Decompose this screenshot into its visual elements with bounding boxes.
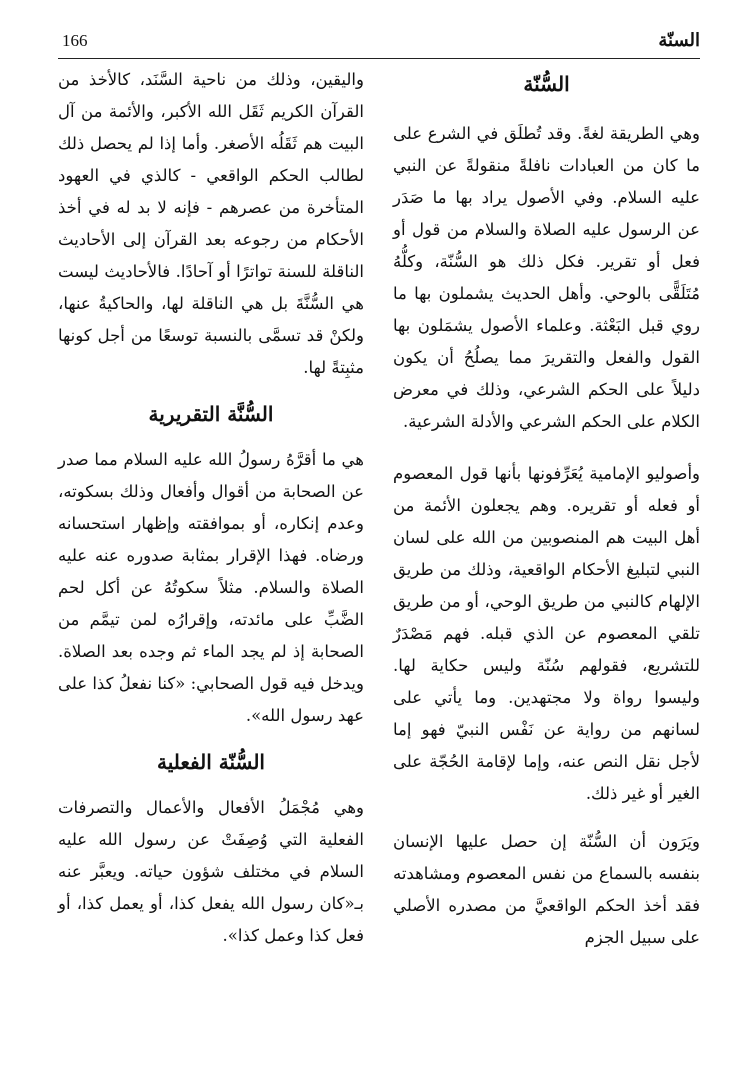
paragraph-filiya: وهي مُجْمَلُ الأفعال والأعمال والتصرفات الفعلية التي وُصِفَتْ عن رسول الله عليه السلام في مختلف شؤون حياته. ويعبَّر عنه بـ«كان رسول الله يفعل كذا، أو يعمل كذا، أو فعل كذا وعمل كذا».: [58, 798, 364, 945]
paragraph-gap: [393, 810, 700, 826]
running-title: السنّة: [658, 30, 700, 51]
section-heading-taqririya: السُّنَّة التقريرية: [148, 402, 274, 426]
paragraph-sama: ويَرَون أن السُّنّة إن حصل عليها الإنسان بنفسه بالسماع من نفس المعصوم ومشاهدته فقد أخذ الحكم الواقعيَّ من مصدره الأصلي على سبيل الجزم: [393, 832, 700, 947]
section-heading-filiya: السُّنّة الفعلية: [156, 750, 265, 774]
paragraph-imamiya: وأصوليو الإمامية يُعَرِّفونها بأنها قول المعصوم أو فعله أو تقريره. وهم يجعلون الأئمة من أهل البيت هم المنصوبين من الله على لسان النبي لتبليغ الأحكام الواقعية، وذلك من طريق الإلهام كالنبي من طريق الوحي، أو من طريق تلقي المعصوم عن الذي قبله. فهم مَصْدَرٌ للتشريع، فقولهم سُنّة وليس حكاية لها. وليسوا رواة ولا مجتهدين. وما يأتي على لسانهم من رواية عن نَفْس النبيّ فهو إما لأجل نقل النص عنه، وإما لإقامة الحُجّة على الغير أو غير ذلك.: [393, 464, 700, 803]
paragraph-taqririya: هي ما أقرَّهُ رسولُ الله عليه السلام مما صدر عن الصحابة من أقوال وأفعال وذلك بسكوته، وعدم إنكاره، أو بموافقته وإظهار استحسانه ورضاه. فهذا الإقرار بمثابة صدوره عنه عليه الصلاة والسلام. مثلاً سكوتُهُ عن أكل لحم الضَّبِّ على مائدته، وإقرارُه لمن تيمَّم من الصحابة إذ لم يجد الماء ثم وجده بعد الصلاة. ويدخل فيه قول الصحابي: «كنا نفعلُ كذا على عهد رسول الله».: [58, 450, 364, 725]
paragraph-gap: [393, 438, 700, 458]
right-column: [393, 64, 700, 954]
left-column: [58, 64, 364, 952]
page-number: 166: [62, 31, 88, 50]
paragraph-sunna-definition: وهي الطريقة لغةً. وقد تُطلَق في الشرع على ما كان من العبادات نافلةً منقولةً عن النبي عليه السلام. وفي الأصول يراد بها ما صَدَر عن الرسول عليه الصلاة والسلام من قول أو فعل أو تقرير. فكل ذلك هو السُّنّة، وكلُّهُ مُتَلَقًّى بالوحي. وأهل الحديث يشملون بها ما روي قبل البَعْثة. وعلماء الأصول يشمَلون بها القول والفعل والتقريرَ مما يصلُحُ أن يكون دليلاً على الحكم الشرعي، وذلك في معرض الكلام على الحكم الشرعي والأدلة الشرعية.: [393, 124, 700, 431]
paragraph-yaqin: واليقين، وذلك من ناحية السَّنَد، كالأخذ من القرآن الكريم ثَقَل الله الأكبر، والأئمة من آل البيت هم ثَقَلُه الأصغر. وأما إذا لم يحصل ذلك لطالب الحكم الواقعي - كالذي في العهود المتأخرة من عصرهم - فإنه لا بد له في أخذ الأحكام من رجوعه بعد القرآن إلى الأحاديث الناقلة للسنة تواترًا أو آحادًا. فالأحاديث ليست هي السُّنَّةَ بل هي الناقلة لها، والحاكيةُ عنها، ولكنْ قد تسمَّى بالنسبة توسعًا من أجل كونها مثبِتةً لها.: [58, 70, 364, 377]
header-rule: [58, 58, 700, 59]
page-header: [58, 30, 700, 56]
section-heading-sunna: السُّنّة: [523, 72, 570, 96]
